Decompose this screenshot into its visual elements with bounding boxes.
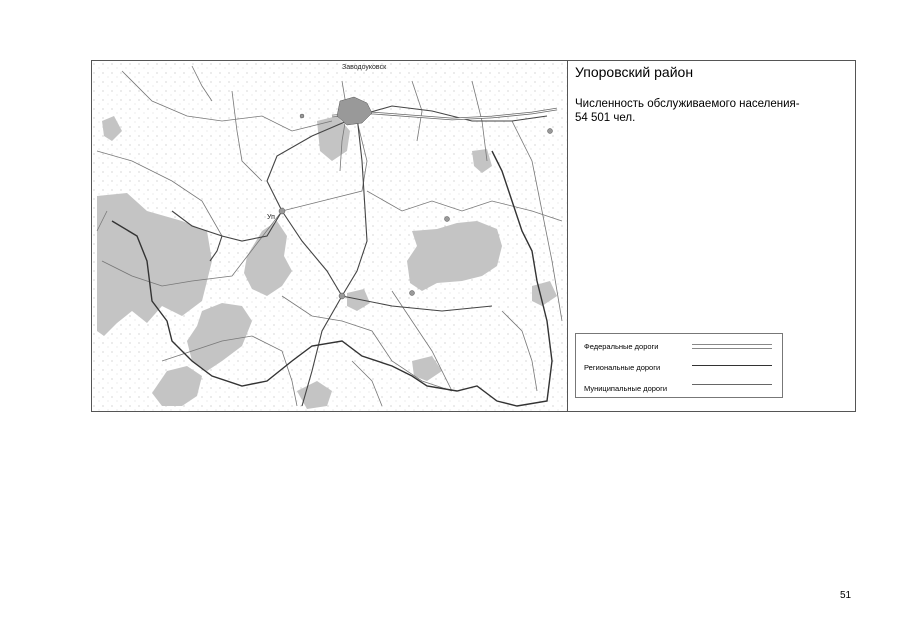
legend-item-federal [584, 342, 658, 351]
top-town-label: Заводоуковск [342, 64, 387, 71]
legend-label-federal: Федеральные дороги [584, 342, 659, 351]
legend-label-regional: Региональные дороги [584, 363, 661, 372]
district-map[interactable] [92, 61, 568, 411]
legend-label-municipal: Муниципальные дороги [584, 384, 668, 393]
road-legend [575, 333, 783, 398]
map-svg [92, 61, 567, 411]
legend-swatch-regional [692, 365, 772, 366]
population-text: Численность обслуживаемого населения- 54 501 чел. [575, 98, 800, 124]
legend-item-regional [584, 363, 660, 372]
district-title: Упоровский район [575, 64, 694, 80]
page-number: 51 [840, 590, 852, 601]
district-card [91, 60, 856, 412]
legend-swatch-municipal [692, 384, 772, 385]
legend-item-municipal [584, 384, 667, 393]
district-info-panel [568, 61, 855, 411]
town-label: Уп [267, 214, 275, 221]
legend-swatch-federal [692, 344, 772, 349]
